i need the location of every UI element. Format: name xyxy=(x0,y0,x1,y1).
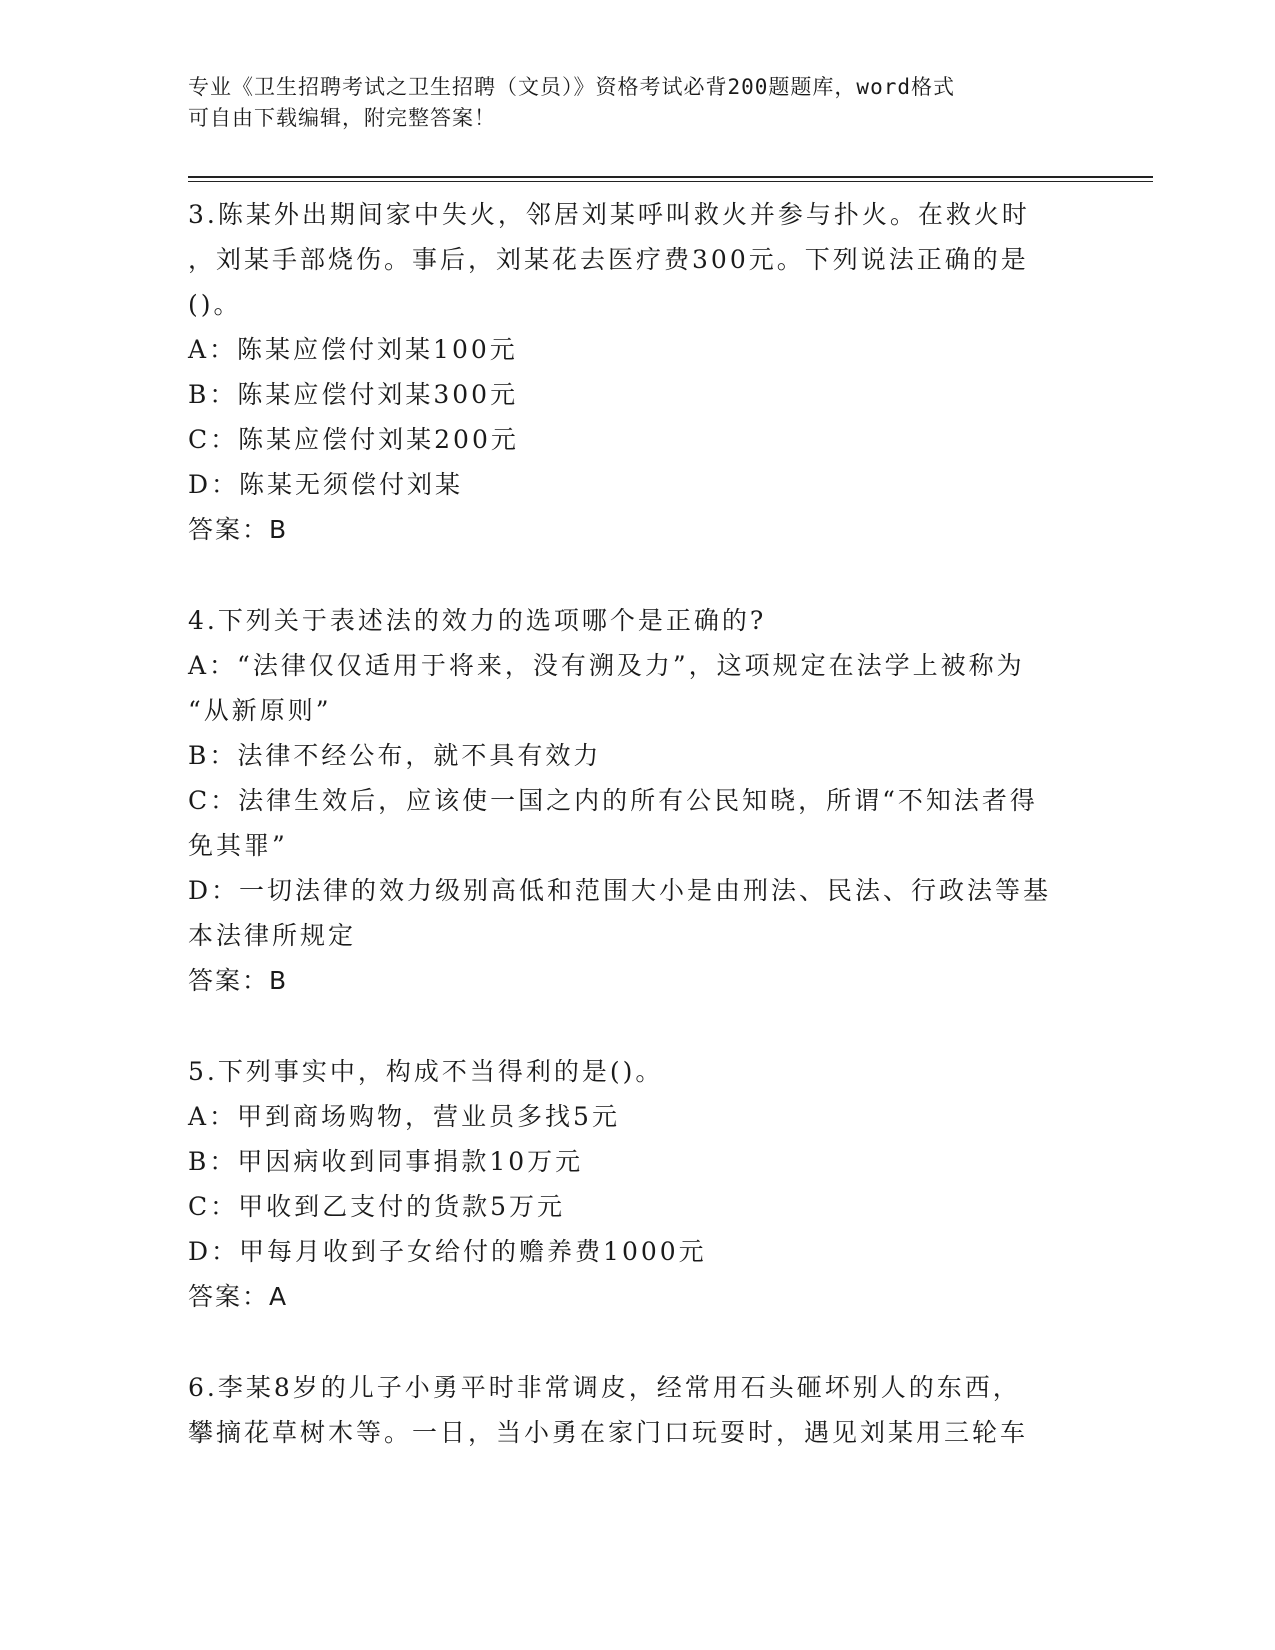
question-text: 6.李某8岁的儿子小勇平时非常调皮，经常用石头砸坏别人的东西， xyxy=(188,1373,1021,1402)
question-list xyxy=(188,192,1088,1501)
question-text: ，刘某手部烧伤。事后，刘某花去医疗费300元。下列说法正确的是 xyxy=(188,245,1029,274)
header-rule-thick xyxy=(188,176,1153,178)
question-option: B：法律不经公布，就不具有效力 xyxy=(188,741,602,770)
question-option: B：甲因病收到同事捐款10万元 xyxy=(188,1147,584,1176)
header-rule-thin xyxy=(188,181,1153,182)
question-option: D：陈某无须偿付刘某 xyxy=(188,470,464,499)
question-text: ()。 xyxy=(188,290,242,319)
question-text: 本法律所规定 xyxy=(188,921,357,950)
question-answer: 答案：B xyxy=(188,966,289,995)
question-text: 3.陈某外出期间家中失火，邻居刘某呼叫救火并参与扑火。在救火时 xyxy=(188,200,1030,229)
question-answer: 答案：B xyxy=(188,515,289,544)
question-option: A：甲到商场购物，营业员多找5元 xyxy=(188,1102,620,1131)
question-option: D：甲每月收到子女给付的赡养费1000元 xyxy=(188,1237,707,1266)
question-option: A：陈某应偿付刘某100元 xyxy=(188,335,518,364)
question-text: 攀摘花草树木等。一日，当小勇在家门口玩耍时，遇见刘某用三轮车 xyxy=(188,1418,1029,1447)
question-text: 免其罪” xyxy=(188,831,288,860)
question-block xyxy=(188,1049,1088,1319)
question-text: 5.下列事实中，构成不当得利的是()。 xyxy=(188,1057,664,1086)
question-block xyxy=(188,598,1088,1003)
question-option: A：“法律仅仅适用于将来，没有溯及力”，这项规定在法学上被称为 xyxy=(188,651,1025,680)
question-block xyxy=(188,1365,1088,1455)
header-title-line-1: 专业《卫生招聘考试之卫生招聘（文员）》资格考试必背200题题库，word格式 xyxy=(188,75,955,99)
question-option: C：陈某应偿付刘某200元 xyxy=(188,425,519,454)
question-option: C：甲收到乙支付的货款5万元 xyxy=(188,1192,566,1221)
header-title-line-2: 可自由下载编辑，附完整答案！ xyxy=(188,106,496,130)
question-text: 4.下列关于表述法的效力的选项哪个是正确的? xyxy=(188,606,767,635)
document-header xyxy=(188,72,1088,134)
question-option: B：陈某应偿付刘某300元 xyxy=(188,380,519,409)
question-option: D：一切法律的效力级别高低和范围大小是由刑法、民法、行政法等基 xyxy=(188,876,1052,905)
question-block xyxy=(188,192,1088,552)
question-answer: 答案：A xyxy=(188,1282,289,1311)
question-option: C：法律生效后，应该使一国之内的所有公民知晓，所谓“不知法者得 xyxy=(188,786,1038,815)
question-text: “从新原则” xyxy=(188,696,332,725)
